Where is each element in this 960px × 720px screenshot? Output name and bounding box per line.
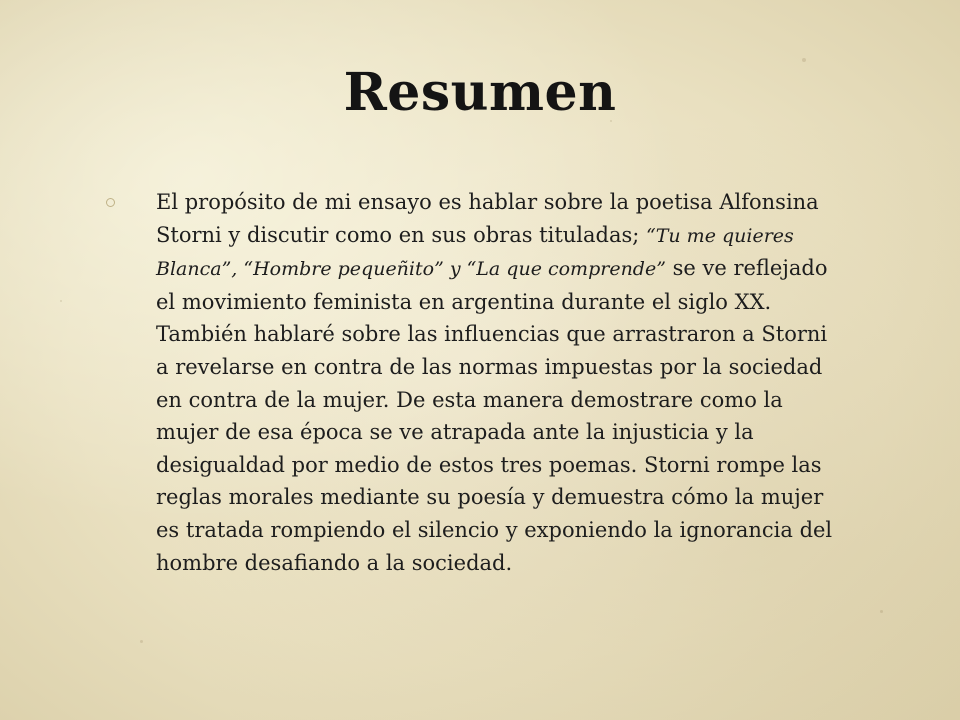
works-titles: “Tu me quieres Blanca”, “Hombre pequeñito” y “La que comprende” [156,224,794,281]
texture-speck [60,300,62,302]
bullet-text-intro: El propósito de mi ensayo es hablar sobre la poetisa Alfonsina Storni y discutir como en sus obras tituladas; [156,190,819,247]
bullet-text-body: se ve reflejado el movimiento feminista en argentina durante el siglo XX. También hablaré sobre las influencias que arrastraron a Storni a revelarse en contra de las normas impuestas por la sociedad en contra de la mujer. De esta manera demostrare como la mujer de esa época se ve atrapada ante la injusticia y la desigualdad por medio de estos tres poemas. Storni rompe las reglas morales mediante su poesía y demuestra cómo la mujer es tratada rompiendo el silencio y exponiendo la ignorancia del hombre desafiando a la sociedad. [156,256,833,575]
circle-bullet-icon [106,198,115,207]
bullet-text [156,186,846,579]
bullet-item [106,186,846,579]
texture-speck [880,610,883,613]
texture-speck [140,640,143,643]
slide-title: Resumen [343,62,617,123]
